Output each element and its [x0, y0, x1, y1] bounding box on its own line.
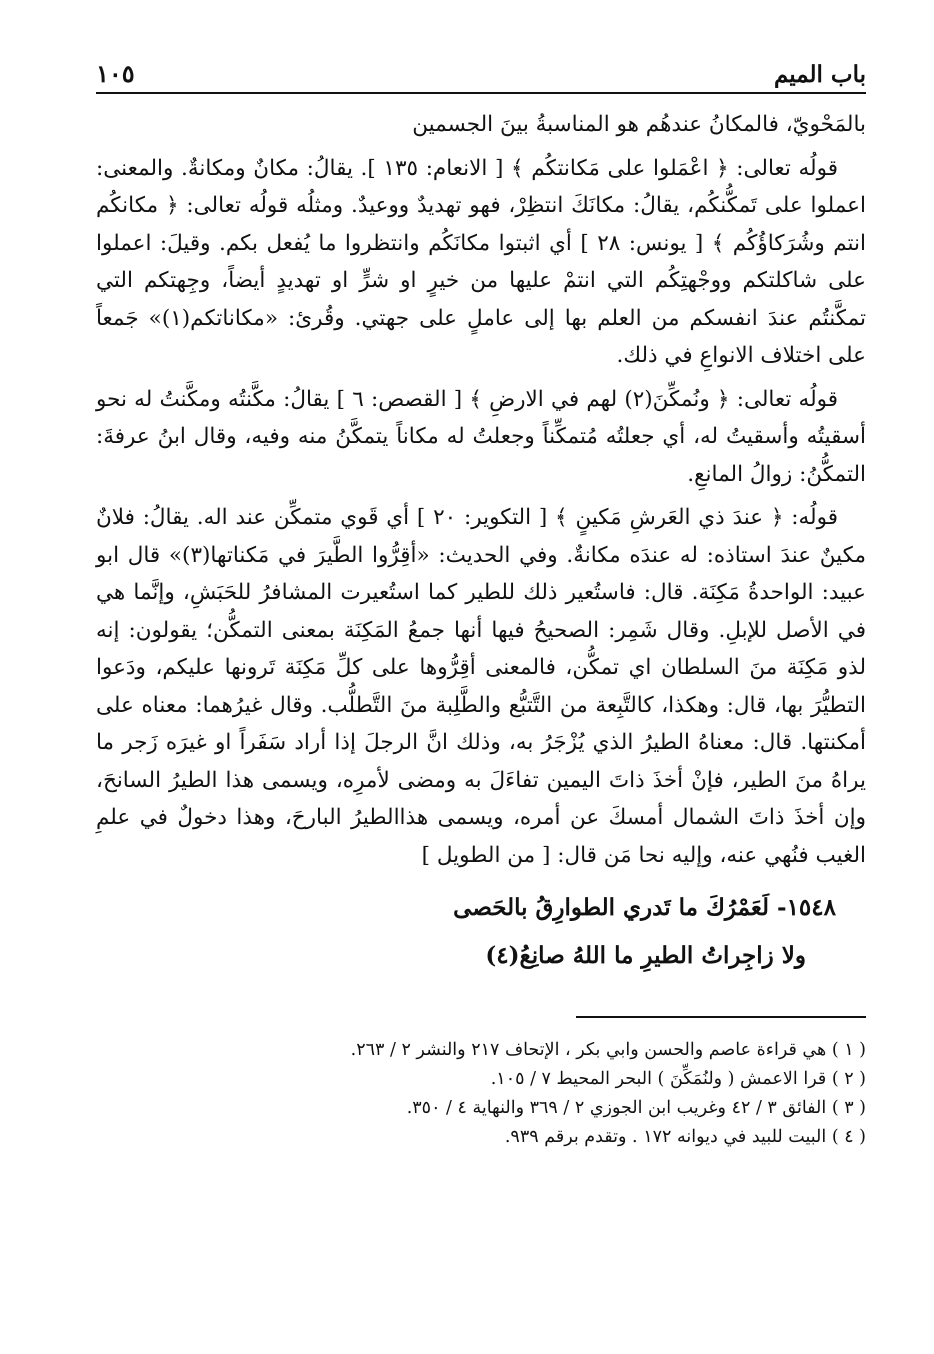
- footnote-2: [96, 1065, 866, 1094]
- paragraph-numakkin: قولُه تعالى: ﴿ ونُمكِّنَ(٢) لهم في الارضِ ﴾ [ القصص: ٦ ] يقالُ: مكَّنتُه ومكَّنتُ له نحو أسقيتُه وأسقيتُ له، أي جعلتُه مُتمكِّناً وجعلتُ له مكاناً يتمكَّنُ منه وفيه، وقال ابنُ عرفةَ: التمكُّنُ: زوالُ المانعِ.: [96, 386, 866, 487]
- footnote-4: [96, 1123, 866, 1152]
- chapter-title: باب الميم: [773, 61, 866, 88]
- footnote-number: ( ٤ ): [831, 1127, 866, 1147]
- footnote-number: ( ٢ ): [831, 1069, 866, 1089]
- footnote-divider: [576, 1016, 866, 1018]
- verse-line-2: ولا زاجِراتُ الطيرِ ما اللهُ صانِعُ(٤): [485, 942, 806, 969]
- footnote-text: هي قراءة عاصم والحسن وابي بكر ، الإتحاف ٢١٧ والنشر ٢ / ٢٦٣.: [350, 1040, 827, 1060]
- paragraph-continuation: بالمَحْويّ، فالمكانُ عندهُم هو المناسبةُ بينَ الجسمين: [412, 112, 866, 137]
- poem-verse: [96, 884, 866, 980]
- running-header: [96, 48, 866, 94]
- verse-line-1: ١٥٤٨- لَعَمْرُكَ ما تَدري الطوارِقُ بالحَصى: [453, 894, 836, 921]
- book-page: [96, 48, 866, 1152]
- main-text: [96, 106, 866, 874]
- paragraph-makana: قولُه تعالى: ﴿ اعْمَلوا على مَكانتكُم ﴾ [ الانعام: ١٣٥ ]. يقالُ: مكانٌ ومكانةٌ. والمعنى: اعملوا على تَمكُّنكُم، يقالُ: مكانَكَ انتظِرْ، فهو تهديدٌ ووعيدٌ. ومثلُه قولُه تعالى: ﴿ مكانكُم انتم وشُرَكاؤُكُم ﴾ [ يونس: ٢٨ ] أي اثبتوا مكانَكُم وانتظروا ما يُفعل بكم. وقيلَ: اعملوا على شاكلتكم ووجْهتِكُم التي انتمْ عليها من خيرٍ او شرٍّ او تهديدٍ أيضاً، وجِهتكم التي تمكَّنتُم عندَ انفسكم من العلم بها إلى عاملٍ على جهتي. وقُرئ: «مكاناتكم(١)» جَمعاً على اختلاف الانواعِ في ذلك.: [96, 155, 866, 368]
- page-number: ١٠٥: [96, 59, 135, 88]
- footnote-number: ( ١ ): [831, 1040, 866, 1060]
- footnote-text: الفائق ٣ / ٤٢ وغريب ابن الجوزي ٢ / ٣٦٩ والنهاية ٤ / ٣٥٠.: [406, 1098, 827, 1118]
- footnote-text: قرا الاعمش ( ولنُمَكِّنَ ) البحر المحيط ٧ / ١٠٥.: [490, 1069, 827, 1089]
- footnote-text: البيت للبيد في ديوانه ١٧٢ . وتقدم برقم ٩٣٩.: [504, 1127, 827, 1147]
- footnotes: [96, 1036, 866, 1152]
- footnote-1: [96, 1036, 866, 1065]
- footnote-number: ( ٣ ): [831, 1098, 866, 1118]
- footnote-3: [96, 1094, 866, 1123]
- paragraph-makin: قولُه: ﴿ عندَ ذي العَرشِ مَكينٍ ﴾ [ التكوير: ٢٠ ] أي قَوي متمكِّن عند اله. يقالُ: فلانٌ مكينٌ عندَ استاذه: له عندَه مكانةٌ. وفي الحديث: «أقِرُّوا الطَّيرَ في مَكناتها(٣)» قال ابو عبيد: الواحدةُ مَكِنَة. قال: فاستُعير ذلك للطير كما استُعيرت المشافرُ للحَبَشِ، وإنَّما هي في الأصل للإبلِ. وقال شَمِر: الصحيحُ فيها أنها جمعُ المَكِنَة بمعنى التمكُّن؛ يقولون: إنه لذو مَكِنَة منَ السلطان اي تمكُّن، فالمعنى أقِرُّوها على كلِّ مَكِنَة تَرونها عليكم، ودَعوا التطيُّرَ بها، قال: وهكذا، كالتَّبِعة من التَّتبُّع والطَّلِبة منَ التَّطلُّب. وقال غيرُهما: معناه على أمكنتها. قال: معناهُ الطيرُ الذي يُزْجَرُ به، وذلك انَّ الرجلَ إذا أراد سَفَراً او غيرَه زَجر ما يراهُ منَ الطير، فإنْ أخذَ ذاتَ اليمين تفاءَلَ به ومضى لأمرِه، ويسمى هذا الطيرُ السانحَ، وإن أخذَ ذاتَ الشمال أمسكَ عن أمره، ويسمى هذاالطيرُ البارحَ، وهذا دخولٌ في علمِ الغيب فنُهي عنه، وإليه نحا مَن قال: [ من الطويل ]: [96, 505, 867, 868]
